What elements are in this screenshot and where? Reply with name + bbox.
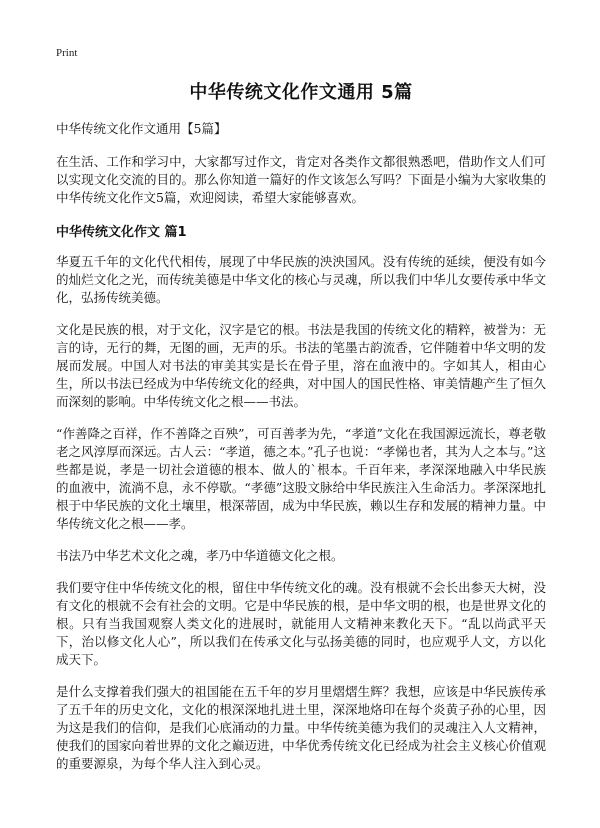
body-paragraph-2: 文化是民族的根，对于文化，汉字是它的根。书法是我国的传统文化的精粹，被誉为：无言的诗，无行的舞，无图的画，无声的乐。书法的笔墨古韵流香，它伴随着中华文明的发展而发展。中国人对书法的审美其实是长在骨子里，溶在血液中的。字如其人，相由心生，所以书法已经成为中华传统文化的经典，对中国人的国民性格、审美情趣产生了恒久而深刻的影响。中华传统文化之根——书法。 [56,322,546,409]
print-label: Print [56,47,78,59]
body-paragraph-6: 是什么支撑着我们强大的祖国能在五千年的岁月里熠熠生辉？我想，应该是中华民族传承了五千年的历史文化，文化的根深深地扎进土里，深深地烙印在每个炎黄子孙的心里，因为这是我们的信仰，是我们心底涌动的力量。中华传统美德为我们的灵魂注入人文精神，使我们的国家向着世界的文化之巅迈进，中华优秀传统文化已经成为社会主义核心价值观的重要源泉，为每个华人注入到心灵。 [56,684,546,771]
intro-paragraph: 在生活、工作和学习中，大家都写过作文，肯定对各类作文都很熟悉吧，借助作文人们可以实现文化交流的目的。那么你知道一篇好的作文该怎么写吗？下面是小编为大家收集的中华传统文化作文5篇，欢迎阅读，希望大家能够喜欢。 [56,154,546,205]
body-paragraph-3: “作善降之百祥，作不善降之百殃”，可百善孝为先，“孝道”文化在我国源远流长，尊老敬老之风淳厚而深远。古人云：“孝道，德之本。”孔子也说：“孝悌也者，其为人之本与。”这些都是说，孝是一切社会道德的根本、做人的`根本。千百年来，孝深深地融入中华民族的血液中，流淌不息，永不停歇。“孝德”这股文脉给中华民族注入生命活力。孝深深地扎根于中华民族的文化土壤里，根深蒂固，成为中华民族，赖以生存和发展的精神力量。中华传统文化之根——孝。 [56,426,546,531]
body-paragraph-1: 华夏五千年的文化代代相传，展现了中华民族的泱泱国风。没有传统的延续，便没有如今的灿烂文化之光，而传统美德是中华文化的核心与灵魂，所以我们中华儿女要传承中华文化，弘扬传统美德。 [56,254,546,305]
body-paragraph-4: 书法乃中华艺术文化之魂，孝乃中华道德文化之根。 [56,548,344,563]
document-subtitle: 中华传统文化作文通用【5篇】 [56,121,227,136]
section-heading: 中华传统文化作文 篇1 [56,225,187,240]
document-body [56,78,546,787]
body-paragraph-5: 我们要守住中华传统文化的根，留住中华传统文化的魂。没有根就不会长出参天大树，没有文化的根就不会有社会的文明。它是中华民族的根，是中华文明的根，也是世界文化的根。只有当我国观察人类文化的进展时，就能用人文精神来教化天下。“乱以尚武平天下，治以修文化人心”，所以我们在传承文化与弘扬美德的同时，也应观乎人文，方以化成天下。 [56,580,546,667]
document-title: 中华传统文化作文通用 5篇 [189,82,413,103]
